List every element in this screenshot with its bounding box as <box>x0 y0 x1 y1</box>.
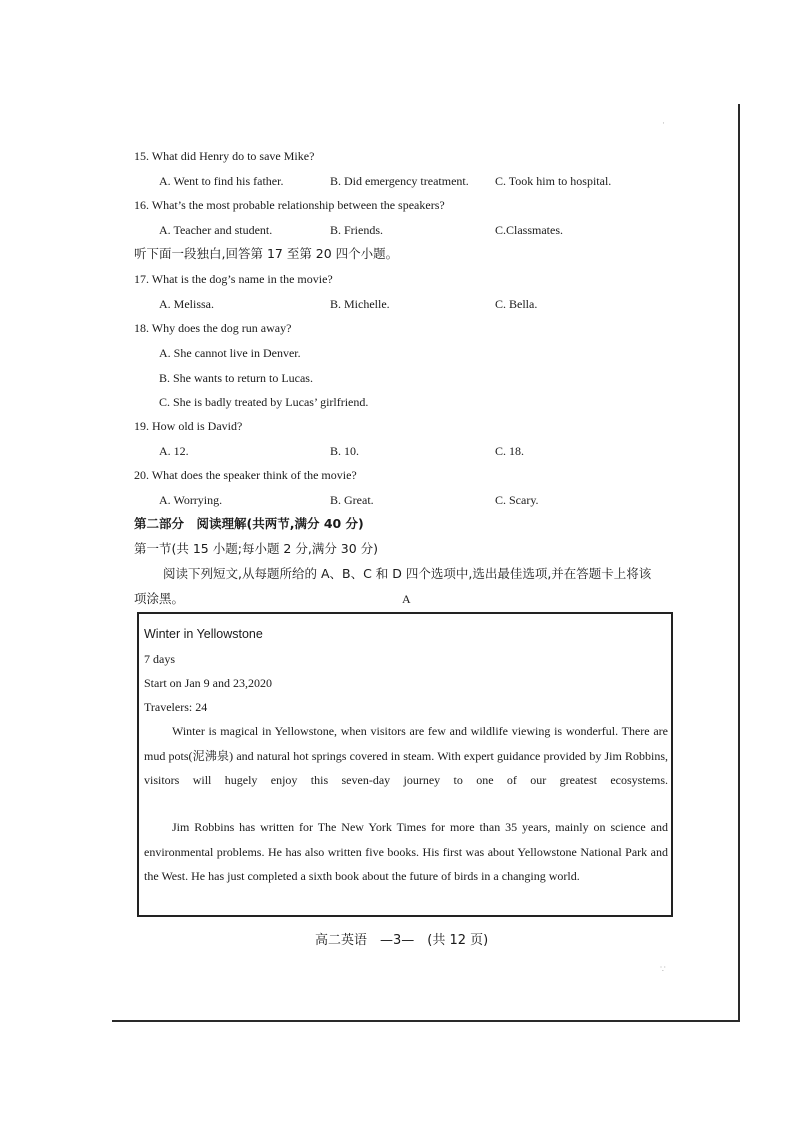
question-18-stem: 18. Why does the dog run away? <box>134 321 292 335</box>
question-19-stem: 19. How old is David? <box>134 419 243 433</box>
section-1-heading: 第一节(共 15 小题;每小题 2 分,满分 30 分) <box>134 541 379 556</box>
reading-instruction-line-2: 项涂黑。 <box>134 591 185 606</box>
passage-paragraph-1: Winter is magical in Yellowstone, when visitors are few and wildlife viewing is wonderful. There are mud pots(泥沸泉) and natural hot springs covered in steam. With expert guidance provided by Jim Robbins, visitors will hugely enjoy this seven-day journey to one of our greatest ecosystems. <box>144 724 668 787</box>
question-20-option-b: B. Great. <box>330 493 374 507</box>
reading-instruction-line-1: 阅读下列短文,从每题所给的 A、B、C 和 D 四个选项中,选出最佳选项,并在答题卡上将该 <box>163 566 652 581</box>
scan-border-bottom <box>112 1020 740 1022</box>
question-15-option-b: B. Did emergency treatment. <box>330 174 469 188</box>
question-19-option-b: B. 10. <box>330 444 360 458</box>
question-17-option-b: B. Michelle. <box>330 297 390 311</box>
scan-speck: · <box>662 118 665 128</box>
question-17-option-a: A. Melissa. <box>159 297 214 311</box>
question-15-option-a: A. Went to find his father. <box>159 174 284 188</box>
scan-border-right <box>738 104 740 1022</box>
question-20-stem: 20. What does the speaker think of the movie? <box>134 468 357 482</box>
question-16-option-a: A. Teacher and student. <box>159 223 273 237</box>
question-20-option-c: C. Scary. <box>495 493 539 507</box>
question-18-option-c: C. She is badly treated by Lucas’ girlfriend. <box>159 395 369 409</box>
question-16-option-b: B. Friends. <box>330 223 384 237</box>
question-18-option-a: A. She cannot live in Denver. <box>159 346 301 360</box>
scan-speck: ∵ <box>660 964 666 974</box>
page-footer: 高二英语 —3— (共 12 页) <box>315 933 489 948</box>
question-17-stem: 17. What is the dog’s name in the movie? <box>134 272 333 286</box>
passage-duration: 7 days <box>144 652 175 666</box>
question-15-option-c: C. Took him to hospital. <box>495 174 612 188</box>
question-20-option-a: A. Worrying. <box>159 493 223 507</box>
part-2-heading: 第二部分 阅读理解(共两节,满分 40 分) <box>134 516 364 531</box>
question-19-option-a: A. 12. <box>159 444 189 458</box>
instruction-17-20: 听下面一段独白,回答第 17 至第 20 四个小题。 <box>134 246 399 261</box>
question-16-option-c: C.Classmates. <box>495 223 563 237</box>
question-15-stem: 15. What did Henry do to save Mike? <box>134 149 315 163</box>
passage-start-dates: Start on Jan 9 and 23,2020 <box>144 676 272 690</box>
passage-title: Winter in Yellowstone <box>144 627 263 641</box>
question-17-option-c: C. Bella. <box>495 297 538 311</box>
passage-travelers: Travelers: 24 <box>144 700 208 714</box>
question-18-option-b: B. She wants to return to Lucas. <box>159 371 313 385</box>
question-19-option-c: C. 18. <box>495 444 525 458</box>
passage-label: A <box>402 592 411 606</box>
passage-paragraph-2: Jim Robbins has written for The New York Times for more than 35 years, mainly on science and environmental problems. He has also written five books. His first was about Yellowstone National Park and the West. He has just completed a sixth book about the future of birds in a changing world. <box>144 820 668 883</box>
question-16-stem: 16. What’s the most probable relationship between the speakers? <box>134 198 445 212</box>
